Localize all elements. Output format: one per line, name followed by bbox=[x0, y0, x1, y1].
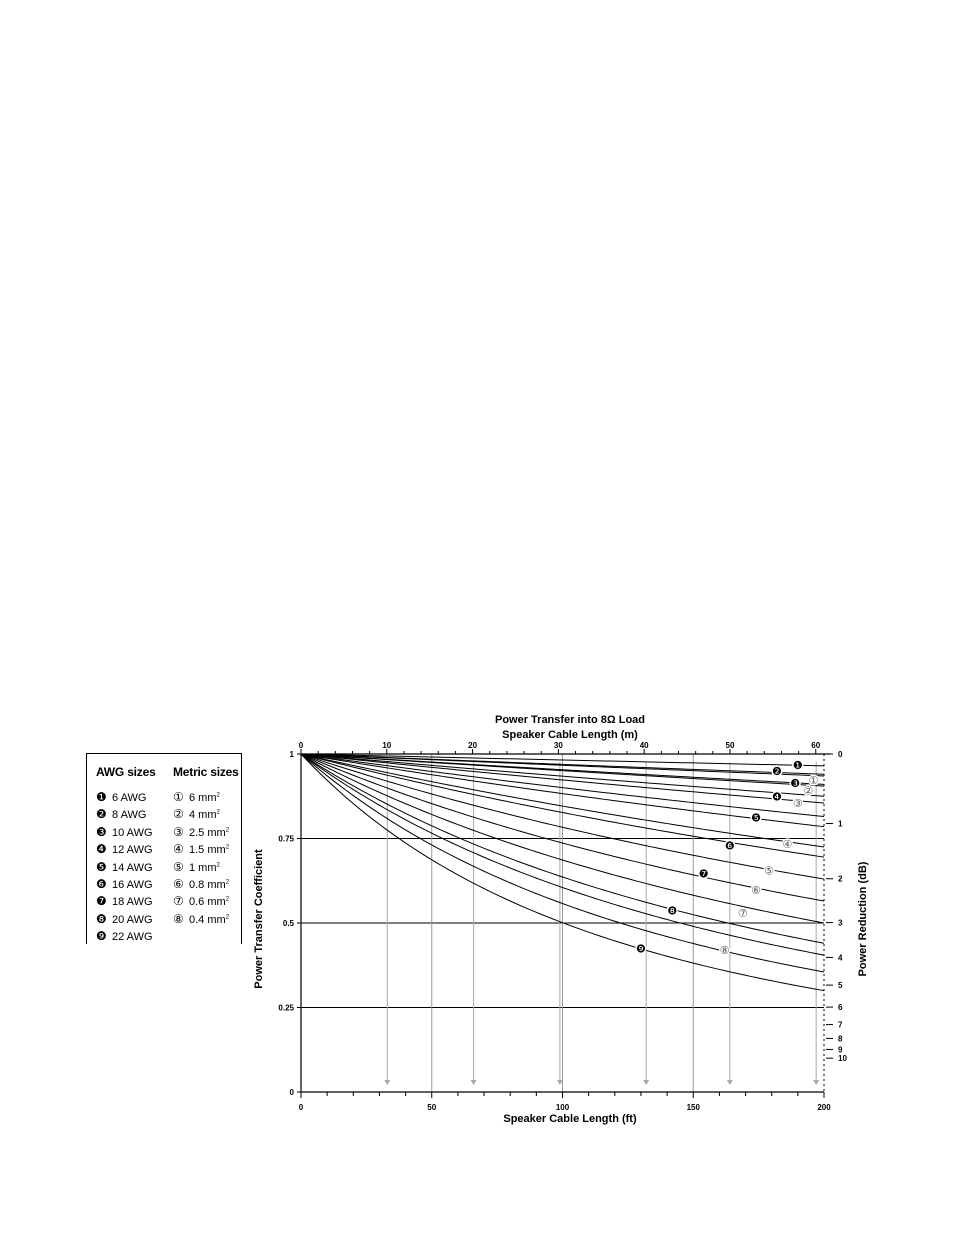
legend-metric-superscript: 2 bbox=[216, 809, 220, 816]
legend-awg-header: AWG sizes bbox=[96, 765, 156, 779]
legend-metric-marker: ① bbox=[173, 790, 184, 804]
right-tick-label: 8 bbox=[838, 1034, 843, 1044]
right-y-axis-label: Power Reduction (dB) bbox=[857, 861, 869, 977]
legend-metric-label: 2.5 mm bbox=[189, 826, 226, 839]
legend-awg-label: 6 AWG bbox=[112, 792, 147, 804]
right-tick-label: 4 bbox=[838, 953, 843, 963]
legend-metric-label: 0.8 mm bbox=[189, 878, 226, 891]
arrow-head bbox=[471, 1080, 477, 1085]
legend-metric-superscript: 2 bbox=[225, 827, 230, 834]
y-tick-label: 0 bbox=[289, 1088, 294, 1097]
legend-metric-superscript: 2 bbox=[225, 879, 230, 886]
legend-awg-marker: ❸ bbox=[96, 824, 107, 839]
arrow-head bbox=[643, 1080, 649, 1085]
series-marker: ⑦ bbox=[737, 907, 748, 920]
legend-metric-superscript: 2 bbox=[216, 861, 220, 868]
series-marker: ❽ bbox=[667, 905, 678, 918]
legend-awg-label: 10 AWG bbox=[112, 826, 153, 839]
legend-awg-label: 18 AWG bbox=[112, 896, 153, 909]
legend-metric-label: 1.5 mm bbox=[189, 844, 226, 857]
top-x-tick-label: 50 bbox=[725, 741, 735, 750]
x-tick-label: 150 bbox=[686, 1103, 700, 1112]
x-axis-label: Speaker Cable Length (ft) bbox=[503, 1113, 637, 1125]
x-tick-label: 200 bbox=[817, 1103, 831, 1112]
right-tick-label: 2 bbox=[838, 874, 843, 884]
y-tick-label: 0.75 bbox=[278, 834, 294, 844]
right-tick-label: 10 bbox=[838, 1054, 847, 1064]
right-tick-label: 1 bbox=[838, 819, 843, 829]
legend-awg-marker: ❹ bbox=[96, 842, 107, 857]
top-x-zero-label: 0 bbox=[298, 741, 304, 750]
legend-metric-marker: ④ bbox=[173, 842, 184, 857]
series-marker: ❷ bbox=[771, 765, 782, 778]
series-marker: ❺ bbox=[751, 812, 761, 825]
y-tick-label: 0.5 bbox=[282, 919, 294, 928]
legend-metric-header: Metric sizes bbox=[173, 765, 239, 779]
series-marker: ④ bbox=[782, 839, 793, 852]
legend-awg-marker: ❾ bbox=[96, 929, 107, 944]
legend-awg-marker: ❺ bbox=[96, 859, 107, 874]
series-marker: ⑥ bbox=[751, 885, 761, 898]
arrow-head bbox=[384, 1080, 390, 1085]
series-marker: ⑧ bbox=[719, 945, 730, 958]
legend-metric-superscript: 2 bbox=[225, 896, 230, 903]
series-marker: ❼ bbox=[698, 868, 709, 881]
legend-awg-label: 20 AWG bbox=[112, 913, 153, 926]
legend-metric-superscript: 2 bbox=[225, 914, 230, 921]
legend-metric-label: 0.6 mm bbox=[189, 896, 226, 909]
legend-metric-superscript: 2 bbox=[225, 844, 230, 851]
top-x-tick-label: 10 bbox=[382, 741, 392, 750]
arrow-head bbox=[557, 1080, 563, 1085]
legend-metric-label: 1 mm bbox=[189, 861, 217, 874]
right-tick-label: 0 bbox=[838, 750, 843, 759]
legend-awg-marker: ❽ bbox=[96, 911, 107, 926]
legend-metric-marker: ③ bbox=[173, 824, 184, 839]
top-x-axis-label: Speaker Cable Length (m) bbox=[502, 729, 638, 741]
series-marker: ⑤ bbox=[764, 865, 775, 878]
right-tick-label: 9 bbox=[838, 1045, 843, 1055]
series-marker: ❾ bbox=[636, 943, 646, 956]
series-marker: ❶ bbox=[792, 759, 803, 772]
legend-metric-marker: ⑦ bbox=[173, 894, 184, 909]
legend-metric-label: 4 mm bbox=[189, 809, 217, 822]
legend-metric-label: 0.4 mm bbox=[189, 913, 226, 926]
legend-metric-marker: ⑧ bbox=[173, 911, 184, 926]
top-x-tick-label: 20 bbox=[468, 741, 478, 750]
legend-awg-label: 16 AWG bbox=[112, 878, 153, 891]
series-marker: ❸ bbox=[790, 778, 801, 791]
x-tick-label: 50 bbox=[427, 1103, 437, 1112]
right-tick-label: 6 bbox=[838, 1003, 843, 1013]
legend-awg-label: 12 AWG bbox=[112, 844, 153, 857]
legend-metric-marker: ⑥ bbox=[173, 876, 184, 891]
legend-awg-label: 22 AWG bbox=[112, 931, 153, 944]
arrow-head bbox=[727, 1080, 733, 1085]
legend-awg-marker: ❶ bbox=[96, 790, 107, 804]
legend-awg-label: 14 AWG bbox=[112, 861, 153, 874]
legend-awg-marker: ❼ bbox=[96, 894, 107, 909]
y-tick-label: 1 bbox=[289, 750, 294, 759]
legend-metric-superscript: 2 bbox=[216, 792, 220, 799]
series-marker: ① bbox=[808, 775, 819, 788]
legend-awg-marker: ❻ bbox=[96, 876, 107, 891]
series-marker: ② bbox=[803, 785, 814, 798]
legend-metric-marker: ⑤ bbox=[173, 859, 184, 874]
legend-metric-label: 6 mm bbox=[189, 792, 217, 804]
right-tick-label: 7 bbox=[838, 1020, 843, 1030]
chart-title: Power Transfer into 8Ω Load bbox=[494, 714, 646, 726]
legend-awg-label: 8 AWG bbox=[112, 809, 147, 822]
arrow-head bbox=[813, 1080, 819, 1085]
y-axis-label: Power Transfer Coefficient bbox=[253, 849, 265, 989]
right-tick-label: 5 bbox=[838, 981, 843, 991]
top-x-tick-label: 30 bbox=[553, 741, 563, 750]
series-marker: ❻ bbox=[724, 840, 735, 853]
legend-metric-marker: ② bbox=[173, 807, 184, 822]
series-marker: ③ bbox=[792, 798, 803, 811]
right-tick-label: 3 bbox=[838, 918, 843, 928]
x-tick-label: 100 bbox=[555, 1103, 570, 1112]
x-tick-label: 0 bbox=[298, 1103, 304, 1112]
legend-awg-marker: ❷ bbox=[96, 807, 107, 822]
top-x-tick-label: 60 bbox=[811, 741, 821, 750]
top-x-tick-label: 40 bbox=[639, 741, 649, 750]
y-tick-label: 0.25 bbox=[278, 1003, 294, 1013]
series-marker: ❹ bbox=[771, 791, 782, 804]
